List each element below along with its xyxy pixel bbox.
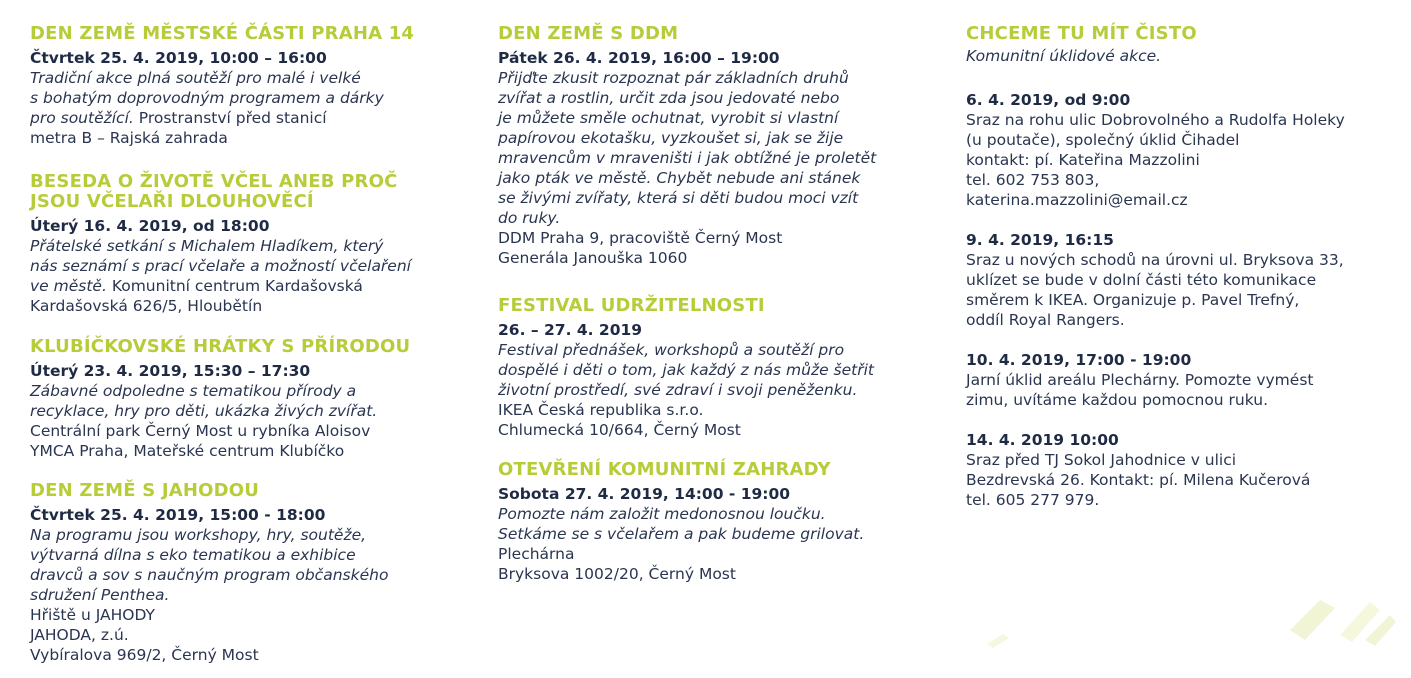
event-location-line: Bryksova 1002/20, Černý Most bbox=[498, 565, 736, 583]
event-description-line: s bohatým doprovodným programem a dárky bbox=[30, 89, 384, 107]
event-description-line: výtvarná dílna s eko tematikou a exhibice bbox=[30, 546, 356, 564]
event-title: DEN ZEMĚ S JAHODOU bbox=[30, 480, 260, 501]
cleanup-line: tel. 605 277 979. bbox=[966, 491, 1100, 509]
event-description-text: ve městě. bbox=[30, 277, 107, 295]
event-description-line bbox=[30, 276, 411, 296]
event-location-line: Generála Janouška 1060 bbox=[498, 249, 688, 267]
event-description-line: Na programu jsou workshopy, hry, soutěže, bbox=[30, 526, 367, 544]
event-title: FESTIVAL UDRŽITELNOSTI bbox=[498, 295, 765, 316]
event-description-line: sdružení Penthea. bbox=[30, 586, 170, 604]
cleanup-item bbox=[966, 90, 1345, 210]
event-description-line: jako pták ve městě. Chybět nebude ani stánek bbox=[498, 169, 861, 187]
event-description-line: Přijďte zkusit rozpoznat pár základních druhů bbox=[498, 69, 849, 87]
event-description-line: dravců a sov s naučným program občanského bbox=[30, 566, 389, 584]
event-description-line: Pomozte nám založit medonosnou loučku. bbox=[498, 505, 826, 523]
cleanup-line: zimu, uvítáme každou pomocnou ruku. bbox=[966, 391, 1269, 409]
cleanup-line: Sraz na rohu ulic Dobrovolného a Rudolfa Holeky bbox=[966, 111, 1345, 129]
event-location-text: Prostranství před stanicí bbox=[133, 109, 327, 127]
event-date: Úterý 16. 4. 2019, od 18:00 bbox=[30, 217, 270, 235]
event-klubickovske-hratky bbox=[30, 337, 410, 461]
event-festival-udrzitelnosti bbox=[498, 296, 874, 440]
cleanup-email: katerina.mazzolini@email.cz bbox=[966, 191, 1188, 209]
event-date: Pátek 26. 4. 2019, 16:00 – 19:00 bbox=[498, 49, 780, 67]
event-description-line: Zábavné odpoledne s tematikou přírody a bbox=[30, 382, 357, 400]
event-title: OTEVŘENÍ KOMUNITNÍ ZAHRADY bbox=[498, 459, 831, 480]
event-location-line: DDM Praha 9, pracoviště Černý Most bbox=[498, 229, 783, 247]
cleanup-line: (u poutače), společný úklid Čihadel bbox=[966, 131, 1240, 149]
cleanup-date: 10. 4. 2019, 17:00 - 19:00 bbox=[966, 351, 1192, 369]
event-description-line: Přátelské setkání s Michalem Hladíkem, který bbox=[30, 237, 384, 255]
column-2 bbox=[498, 24, 948, 624]
event-description-line: nás seznámí s prací včelaře a možností včelaření bbox=[30, 257, 411, 275]
event-date: Čtvrtek 25. 4. 2019, 10:00 – 16:00 bbox=[30, 49, 327, 67]
cleanup-item bbox=[966, 430, 1310, 510]
event-description-line: recyklace, hry pro děti, ukázka živých zvířat. bbox=[30, 402, 378, 420]
event-location-line: YMCA Praha, Mateřské centrum Klubíčko bbox=[30, 442, 345, 460]
event-location-line: Kardašovská 626/5, Hloubětín bbox=[30, 297, 263, 315]
event-location-line: JAHODA, z.ú. bbox=[30, 626, 129, 644]
event-den-zeme-ddm bbox=[498, 24, 948, 268]
cleanup-line: kontakt: pí. Kateřina Mazzolini bbox=[966, 151, 1200, 169]
cleanup-date: 9. 4. 2019, 16:15 bbox=[966, 231, 1114, 249]
event-den-zeme-praha14 bbox=[30, 24, 480, 148]
event-title: DEN ZEMĚ MĚSTSKÉ ČÁSTI PRAHA 14 bbox=[30, 23, 415, 44]
cleanup-date: 6. 4. 2019, od 9:00 bbox=[966, 91, 1131, 109]
event-description-line: životní prostředí, své zdraví i svoji peněženku. bbox=[498, 381, 858, 399]
decorative-brush-strokes bbox=[985, 630, 1025, 650]
event-date: Úterý 23. 4. 2019, 15:30 – 17:30 bbox=[30, 362, 311, 380]
event-location-line: Vybíralova 969/2, Černý Most bbox=[30, 646, 259, 664]
cleanup-line: Jarní úklid areálu Plechárny. Pomozte vymést bbox=[966, 371, 1314, 389]
cleanup-line: tel. 602 753 803, bbox=[966, 171, 1100, 189]
event-location-text: Komunitní centrum Kardašovská bbox=[106, 277, 363, 295]
event-description-text: pro soutěžící. bbox=[30, 109, 134, 127]
cleanup-line: uklízet se bude v dolní části této komunikace bbox=[966, 271, 1317, 289]
event-location-line: IKEA Česká republika s.r.o. bbox=[498, 401, 704, 419]
event-date: Čtvrtek 25. 4. 2019, 15:00 - 18:00 bbox=[30, 506, 326, 524]
column-3 bbox=[966, 24, 1396, 544]
cleanup-line: Sraz u nových schodů na úrovni ul. Bryksova 33, bbox=[966, 251, 1344, 269]
event-description-line: je můžete směle ochutnat, vyrobit si vlastní bbox=[498, 109, 839, 127]
event-description-line: papírovou ekotašku, vyzkoušet si, jak se žije bbox=[498, 129, 844, 147]
event-description-line: dospělé i děti o tom, jak každý z nás může šetřit bbox=[498, 361, 874, 379]
event-komunitni-zahrada bbox=[498, 460, 864, 584]
event-location-line: Plechárna bbox=[498, 545, 575, 563]
event-beseda-vcely bbox=[30, 172, 411, 316]
event-description-line: zvířat a rostlin, určit zda jsou jedovaté nebo bbox=[498, 89, 840, 107]
cleanup-line: Bezdrevská 26. Kontakt: pí. Milena Kučerová bbox=[966, 471, 1311, 489]
cleanup-line: směrem k IKEA. Organizuje p. Pavel Trefný, bbox=[966, 291, 1300, 309]
event-location-line: Hřiště u JAHODY bbox=[30, 606, 156, 624]
event-title-line2: JSOU VČELAŘI DLOUHOVĚCÍ bbox=[30, 191, 314, 212]
event-title: KLUBÍČKOVSKÉ HRÁTKY S PŘÍRODOU bbox=[30, 336, 411, 357]
cleanup-item bbox=[966, 350, 1313, 410]
event-date: Sobota 27. 4. 2019, 14:00 - 19:00 bbox=[498, 485, 791, 503]
event-description-line bbox=[30, 108, 480, 128]
cleanup-date: 14. 4. 2019 10:00 bbox=[966, 431, 1119, 449]
event-title: DEN ZEMĚ S DDM bbox=[498, 23, 679, 44]
section-title: CHCEME TU MÍT ČISTO bbox=[966, 23, 1197, 44]
event-description-line: Festival přednášek, workshopů a soutěží pro bbox=[498, 341, 845, 359]
cleanup-line: oddíl Royal Rangers. bbox=[966, 311, 1125, 329]
event-description-line: Setkáme se s včelařem a pak budeme grilovat. bbox=[498, 525, 865, 543]
event-description-line: Tradiční akce plná soutěží pro malé i velké bbox=[30, 69, 361, 87]
event-description-line: se živými zvířaty, která si děti budou moci vzít bbox=[498, 189, 859, 207]
event-description-line: mravencům v mraveništi i jak obtížné je proletět bbox=[498, 149, 877, 167]
cleanup-item bbox=[966, 230, 1344, 330]
event-date: 26. – 27. 4. 2019 bbox=[498, 321, 643, 339]
section-subtitle: Komunitní úklidové akce. bbox=[966, 47, 1162, 65]
decorative-brush-strokes bbox=[1280, 590, 1400, 650]
event-location-line: metra B – Rajská zahrada bbox=[30, 129, 228, 147]
event-location-line: Centrální park Černý Most u rybníka Aloisov bbox=[30, 422, 371, 440]
event-description-line: do ruky. bbox=[498, 209, 561, 227]
column-1 bbox=[30, 24, 480, 674]
event-title: BESEDA O ŽIVOTĚ VČEL ANEB PROČ bbox=[30, 171, 398, 192]
event-den-zeme-jahoda bbox=[30, 481, 388, 665]
event-location-line: Chlumecká 10/664, Černý Most bbox=[498, 421, 741, 439]
cleanup-line: Sraz před TJ Sokol Jahodnice v ulici bbox=[966, 451, 1237, 469]
